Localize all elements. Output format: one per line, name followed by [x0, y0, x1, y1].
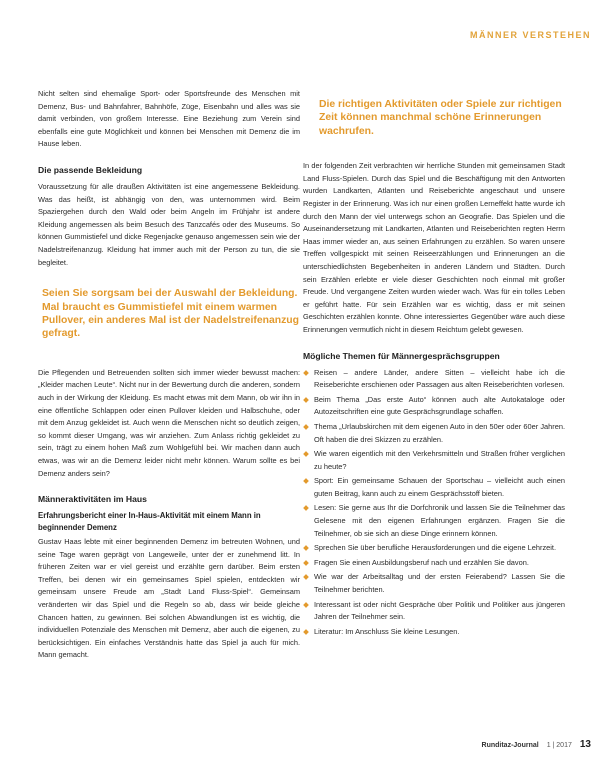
issue-number: 1 | 2017 [546, 742, 572, 749]
heading-topics: Mögliche Themen für Männergesprächsgruppen [303, 350, 500, 361]
heading-clothing: Die passende Bekleidung [38, 164, 143, 175]
pull-quote-activities: Die richtigen Aktivitäten oder Spiele zur richtigen Zeit können manchmal schöne Erinnerungen wachrufen. [319, 99, 562, 137]
page-footer [482, 739, 591, 750]
page-number: 13 [579, 739, 591, 750]
list-item: Fragen Sie einen Ausbildungsberuf nach und erzählen Sie davon. [303, 557, 565, 570]
clothing-paragraph: Voraussetzung für alle draußen Aktivitäten ist eine angemessene Bekleidung. Was das heißt, ist abhängig von den, was unternommen wird. Beim Spaziergehen durch den Wald oder beim Angeln im Frühjahr ist andere Kleidung angemessen als beim Besuch des Tanzcafés oder des Museums. So können Gummistiefel und dicke Regenjacke genauso angemessen sein wie der Nadelstreifenanzug. Kleidung hat immer auch mit der Person zu tun, die sie begleitet. [38, 181, 300, 267]
experience-paragraph [38, 536, 300, 662]
magazine-name: Runditaz-Journal [481, 742, 539, 749]
pull-quote-clothing: Seien Sie sorgsam bei der Auswahl der Bekleidung. Mal braucht es Gummistiefel mit einem warmen Pullover, ein anderes Mal ist der Nadelstreifenanzug gefragt. [42, 288, 299, 340]
list-item: Lesen: Sie gerne aus Ihr die Dorfchronik und lassen Sie die Teilnehmer das Gelesene mit den eigenen Erfahrungen ergänzen. Fragen Sie die Teilnehmer, ob sie sich an diese Dinge erinnern können. [303, 502, 565, 540]
heading-indoor-activities: Männeraktivitäten im Haus [38, 494, 147, 505]
list-item: Wie waren eigentlich mit den Verkehrsmitteln und Straßen früher verglichen zu heute? [303, 448, 565, 473]
heading-experience-report: Erfahrungsbericht einer In-Haus-Aktivität mit einem Mann in beginnender Demenz [38, 511, 261, 532]
section-label: MÄNNER VERSTEHEN [469, 30, 591, 40]
experience-text: Gustav Haas lebte mit einer beginnenden Demenz im betreuten Wohnen, und seine Tage waren geprägt von Langeweile, unter der er zunehmend litt. In früheren Zeiten war er viel gereist und erzählte gern darüber. Beim ersten Treffen, bei denen wir ein gemeinsames Spiel spielen, entdeckten wir gemeinsam unsere Freude am „Stadt Land Fluss-Spiel“. Gemeinsam veränderten wir das Spiel und die Regeln so ab, dass wir beide gleiche Chancen hatten, zu gewinnen. Bei solchen Abwandlungen ist es wichtig, die individuellen Potenziale des Menschen mit Demenz, aber auch die eigenen, zu berücksichtigen. Ein einfaches Verständnis hatte das Spiel ja auch für mich. [38, 537, 300, 647]
list-item: Literatur: Im Anschluss Sie kleine Lesungen. [303, 626, 565, 639]
left-column [38, 88, 300, 674]
list-item: Wie war der Arbeitsalltag und der ersten Feierabend? Lassen Sie die Teilnehmer berichten. [303, 571, 565, 596]
list-item: Reisen – andere Länder, andere Sitten – vielleicht habe ich die Reiseberichte erschienen oder Passagen aus alten Reiseberichten vorlesen. [303, 367, 565, 392]
topics-list [303, 367, 565, 639]
game-paragraph: In der folgenden Zeit verbrachten wir herrliche Stunden mit gemeinsamen Stadt Land Fluss-Spielen. Durch das Spiel und die Beschäftigung mit den Antworten wurden Landkarten, Atlanten und Reiseberichte angeschaut und unsere Register in der Erinnerung. Was ich nur einen großen Lerneffekt hatte wurde ich durch den Mann der viel unterwegs schon an Geografie. Das Spielen und die Auseinandersetzung mit Landkarten, Atlanten und Reiseberichten regten Herrn Haas immer wieder an, aus seinen Erfahrungen zu erzählen. So waren unsere Treffen vollgespickt mit seinen Reiseerzählungen und Erinnerungen an die unterschiedlichsten Begebenheiten in anderen Ländern und Städten. Durch sein Erzählen erlebte er viele dieser Geschichten noch einmal mit großer Freude. Und vergangene Zeiten wurden wieder wach. Was für ein tolles Leben er geführt hatte. Für sein Erzählen war es wichtig, dass er mit seinen Geschichten erzählen konnte. Ohne interessiertes Gegenüber wäre auch diese Erinnerungen vermutlich nicht in diesem Reichtum gelebt gewesen. [303, 161, 565, 334]
list-item: Beim Thema „Das erste Auto“ können auch alte Autokataloge oder Autozeitschriften eine gute Gesprächsgrundlage schaffen. [303, 394, 565, 419]
clothing-paragraph-2: Die Pflegenden und Betreuenden sollten sich immer wieder bewusst machen: „Kleider machen Leute“. Nicht nur in der Bewertung durch die anderen, sondern auch in der Wirkung der Kleidung. Es macht etwas mit dem Mann, ob wir ihn in eine öffentliche Schlappen oder einen Pullover kleiden und Halbschuhe, oder mit dem Anzug gekleidet ist. Auch wenn die Menschen nicht so deutlich zeigen, so kommt dieser Umgang, was wir anziehen. Zum Anlass richtig gekleidet zu sein, trägt zu einem hohen Maß zum Wohlgefühl bei. Wir machen dann auch etwas, was wir an die Demenz leider nicht mehr können. Warum sollte es bei Demenz anders sein? [38, 367, 300, 478]
intro-paragraph: Nicht selten sind ehemalige Sport- oder Sportsfreunde des Menschen mit Demenz, Bus- und Bahnfahrer, Bahnhöfe, Züge, Eisenbahn und alles was sie damit verbinden, von großem Interesse. Eine Beziehung zum Verein sind ebenfalls eine gute Möglichkeit und können bei Menschen mit Demenz die im Hause leben. [38, 89, 300, 149]
list-item: Interessant ist oder nicht Gespräche über Politik und Politiker aus jüngeren Jahren der Teilnehmer sein. [303, 599, 565, 624]
experience-text-end: Mann gemacht. [38, 650, 89, 660]
right-column [303, 88, 565, 640]
list-item: Thema „Urlaubskirchen mit dem eigenen Auto in den 50er oder 60er Jahren. Oft haben die drei Skizzen zu erzählen. [303, 421, 565, 446]
list-item: Sport: Ein gemeinsame Schauen der Sportschau – vielleicht auch einen guten Beitrag, kann auch zu einem Gesprächsstoff bieten. [303, 475, 565, 500]
list-item: Sprechen Sie über berufliche Herausforderungen und die eigene Lehrzeit. [303, 542, 565, 555]
